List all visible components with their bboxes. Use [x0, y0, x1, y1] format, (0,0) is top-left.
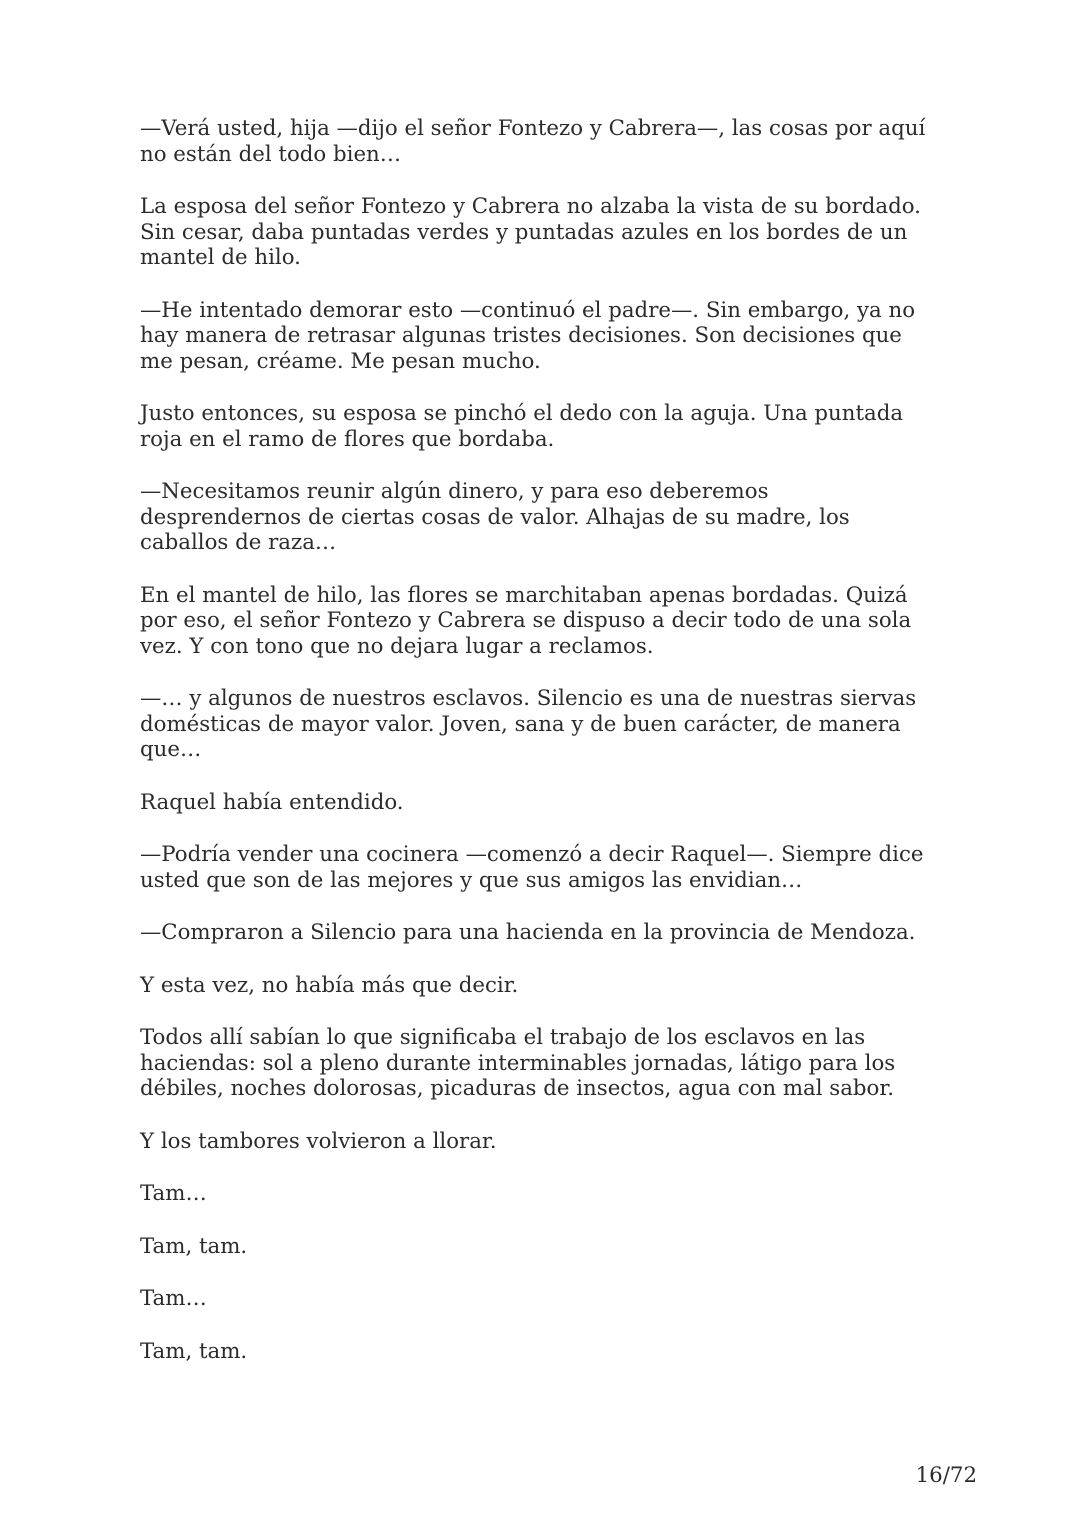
text-line: Raquel había entendido. [140, 789, 404, 815]
text-line: por eso, el señor Fontezo y Cabrera se dispuso a decir todo de una sola [140, 608, 912, 633]
paragraph [140, 1025, 950, 1102]
text-line: —He intentado demorar esto —continuó el padre—. Sin embargo, ya no [140, 297, 916, 323]
text-line: mantel de hilo. [140, 245, 301, 270]
text-line: —Podría vender una cocinera —comenzó a decir Raquel—. Siempre dice [140, 842, 924, 867]
text-line: caballos de raza… [140, 530, 337, 555]
paragraph [140, 479, 950, 556]
paragraph [140, 920, 950, 946]
text-line: domésticas de mayor valor. Joven, sana y de buen carácter, de manera [140, 711, 901, 737]
paragraph [140, 842, 950, 893]
text-line: Tam, tam. [140, 1233, 248, 1259]
text-line: Tam, tam. [140, 1338, 248, 1364]
text-line: hay manera de retrasar algunas tristes decisiones. Son decisiones que [140, 323, 902, 348]
text-line: Y los tambores volvieron a llorar. [140, 1128, 497, 1154]
text-line: En el mantel de hilo, las flores se marchitaban apenas bordadas. Quizá [140, 582, 908, 608]
text-line: —Verá usted, hija —dijo el señor Fontezo y Cabrera—, las cosas por aquí [140, 116, 926, 141]
text-line: Todos allí sabían lo que significaba el trabajo de los esclavos en las [140, 1025, 866, 1050]
page-number: 16/72 [915, 1463, 977, 1488]
paragraph [140, 1181, 950, 1207]
paragraph [140, 116, 950, 167]
paragraph [140, 583, 950, 660]
paragraph [140, 973, 950, 999]
text-line: haciendas: sol a pleno durante interminables jornadas, látigo para los [140, 1050, 896, 1076]
body-text [140, 116, 950, 1391]
text-line: —Necesitamos reunir algún dinero, y para eso deberemos [140, 479, 769, 504]
text-line: me pesan, créame. Me pesan mucho. [140, 348, 541, 374]
text-line: no están del todo bien… [140, 141, 402, 167]
text-line: Tam… [140, 1286, 207, 1311]
paragraph [140, 298, 950, 375]
paragraph [140, 790, 950, 816]
paragraph [140, 401, 950, 452]
text-line: La esposa del señor Fontezo y Cabrera no alzaba la vista de su bordado. [140, 194, 921, 219]
text-line: que… [140, 737, 202, 762]
text-line: Sin cesar, daba puntadas verdes y puntadas azules en los bordes de un [140, 219, 908, 245]
paragraph [140, 1286, 950, 1312]
paragraph [140, 194, 950, 271]
text-line: —… y algunos de nuestros esclavos. Silencio es una de nuestras siervas [140, 686, 917, 711]
paragraph [140, 1129, 950, 1155]
text-line: débiles, noches dolorosas, picaduras de insectos, agua con mal sabor. [140, 1076, 894, 1101]
text-line: —Compraron a Silencio para una hacienda en la provincia de Mendoza. [140, 920, 916, 945]
paragraph [140, 1339, 950, 1365]
paragraph [140, 686, 950, 763]
paragraph [140, 1234, 950, 1260]
text-line: desprendernos de ciertas cosas de valor. Alhajas de su madre, los [140, 504, 850, 530]
text-line: Tam… [140, 1181, 207, 1206]
text-line: Justo entonces, su esposa se pinchó el dedo con la aguja. Una puntada [140, 401, 904, 426]
text-line: usted que son de las mejores y que sus amigos las envidian… [140, 867, 803, 893]
text-line: vez. Y con tono que no dejara lugar a reclamos. [140, 633, 654, 659]
text-line: roja en el ramo de flores que bordaba. [140, 426, 555, 452]
text-line: Y esta vez, no había más que decir. [140, 972, 519, 998]
